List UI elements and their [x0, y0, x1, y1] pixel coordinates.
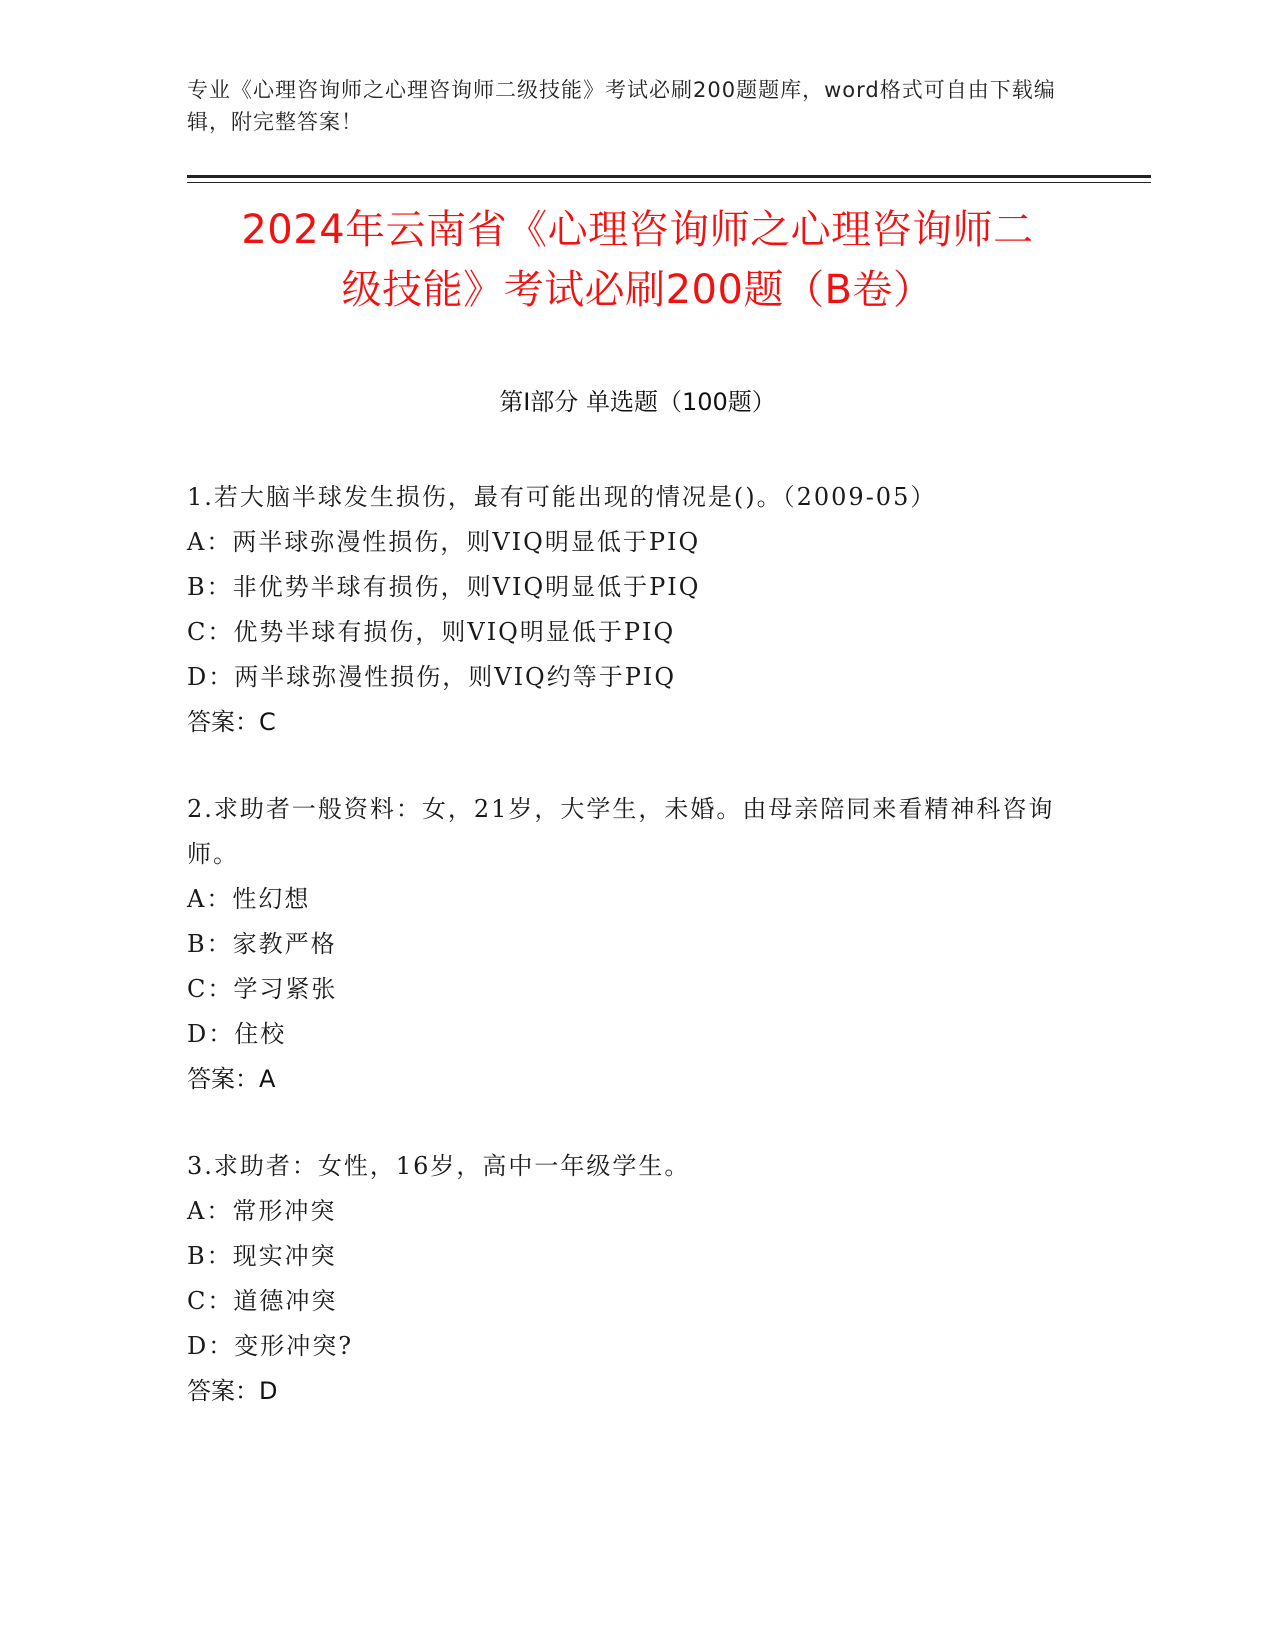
document-title-line-2: 级技能》考试必刷200题（B卷） [341, 267, 934, 313]
question-list [187, 475, 1067, 1456]
question-option-c: C：优势半球有损伤，则VIQ明显低于PIQ [187, 618, 676, 646]
question-option-d: D：两半球弥漫性损伤，则VIQ约等于PIQ [187, 663, 677, 691]
document-title-line-1: 2024年云南省《心理咨询师之心理咨询师二 [241, 207, 1034, 253]
question-item [187, 475, 1067, 745]
question-option-b: B：非优势半球有损伤，则VIQ明显低于PIQ [187, 573, 701, 601]
question-item [187, 787, 1067, 1102]
question-answer: 答案：A [187, 1065, 276, 1093]
document-title [150, 200, 1125, 320]
question-option-d: D：变形冲突? [187, 1332, 354, 1360]
question-option-a: A：两半球弥漫性损伤，则VIQ明显低于PIQ [187, 528, 701, 556]
section-title: 第I部分 单选题（100题） [499, 388, 776, 416]
question-option-b: B：家教严格 [187, 930, 337, 958]
question-option-a: A：性幻想 [187, 885, 311, 913]
header-divider-thick [187, 175, 1151, 178]
question-option-c: C：学习紧张 [187, 975, 338, 1003]
question-option-c: C：道德冲突 [187, 1287, 338, 1315]
header-note: 专业《心理咨询师之心理咨询师二级技能》考试必刷200题题库，word格式可自由下载编辑，附完整答案！ [187, 78, 1056, 134]
question-stem: 1.若大脑半球发生损伤，最有可能出现的情况是()。（2009-05） [187, 483, 937, 511]
question-option-b: B：现实冲突 [187, 1242, 337, 1270]
question-answer: 答案：D [187, 1377, 278, 1405]
question-option-d: D：住校 [187, 1020, 287, 1048]
question-item [187, 1144, 1067, 1414]
question-answer: 答案：C [187, 708, 276, 736]
question-option-a: A：常形冲突 [187, 1197, 337, 1225]
question-stem: 3.求助者：女性，16岁，高中一年级学生。 [187, 1152, 691, 1180]
question-stem: 2.求助者一般资料：女，21岁，大学生，未婚。由母亲陪同来看精神科咨询师。 [187, 795, 1055, 868]
header-divider-thin [187, 182, 1151, 183]
